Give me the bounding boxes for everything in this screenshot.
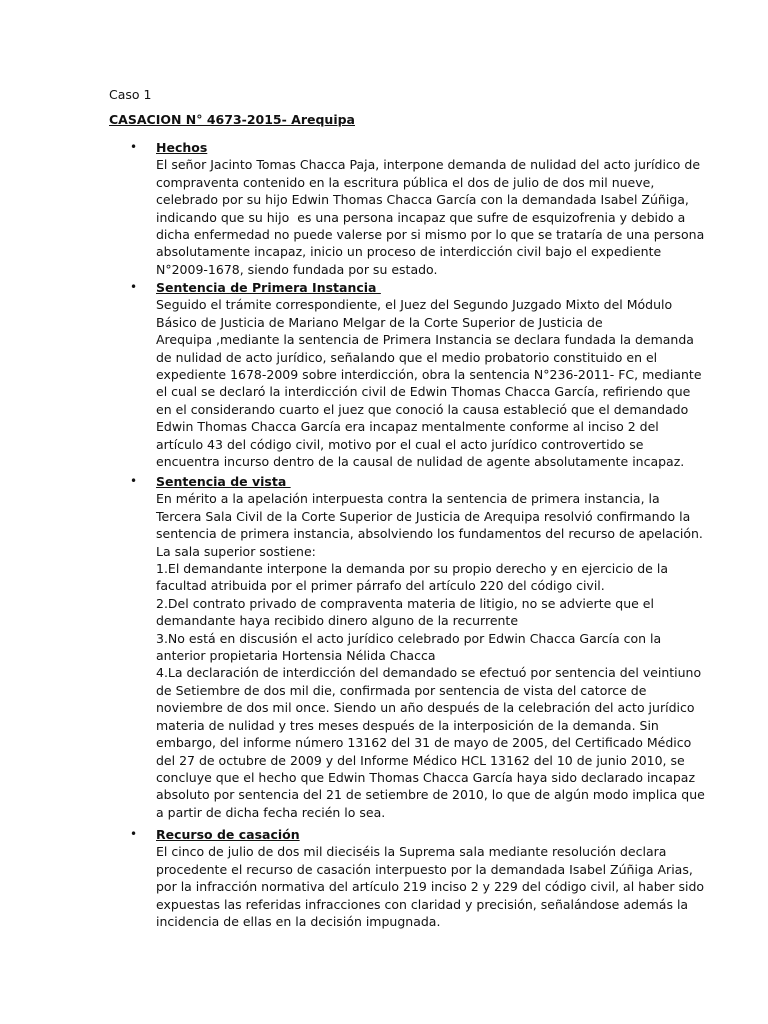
paragraph-line: materia de nulidad y tres meses después de la interposición de la demanda. Sin [156,717,659,733]
paragraph-line: N°2009-1678, siendo fundada por su estado. [156,261,438,277]
paragraph-line: demandante haya recibido dinero alguno de la recurrente [156,613,519,629]
paragraph-line: de nulidad de acto jurídico, señalando que el medio probatorio constituido en el [156,349,658,365]
paragraph-line: El señor Jacinto Tomas Chacca Paja, interpone demanda de nulidad del acto jurídico de [156,157,701,173]
paragraph-line: absolutamente incapaz, inicio un proceso de interdicción civil bajo el expediente [156,244,662,260]
section-hechos [130,139,705,278]
paragraph-line: incidencia de ellas en la decisión impugnada. [156,914,441,930]
paragraph-line: anterior propietaria Hortensia Nélida Chacca [156,648,436,664]
paragraph-line: expediente 1678-2009 sobre interdicción, obra la sentencia N°236-2011- FC, mediante [156,367,702,383]
paragraph-line: del 27 de octubre de 2009 y del Informe Médico HCL 13162 del 10 de junio 2010, se [156,752,685,768]
case-title: CASACION N° 4673-2015- Arequipa [109,112,355,127]
paragraph-line: Tercera Sala Civil de la Corte Superior de Justicia de Arequipa resolvió confirmando la [156,508,691,524]
paragraph-line: Seguido el trámite correspondiente, el Juez del Segundo Juzgado Mixto del Módulo [156,297,673,313]
paragraph-line: Edwin Thomas Chacca García era incapaz mentalmente conforme al inciso 2 del [156,419,659,435]
paragraph-line: El cinco de julio de dos mil dieciséis la Suprema sala mediante resolución declara [156,844,667,860]
paragraph-line: noviembre de dos mil once. Siendo un año después de la celebración del acto jurídico [156,700,695,716]
section-heading: Sentencia de vista [156,474,291,489]
paragraph-line: 4.La declaración de interdicción del demandado se efectuó por sentencia del veintiuno [156,665,702,681]
paragraph-line: 3.No está en discusión el acto jurídico celebrado por Edwin Chacca García con la [156,630,662,646]
section-primera-instancia [130,279,702,470]
paragraph-line: artículo 43 del código civil, motivo por el cual el acto jurídico controvertido se [156,436,644,452]
section-heading: Recurso de casación [156,827,300,842]
paragraph-line: Arequipa ,mediante la sentencia de Primera Instancia se declara fundada la demanda [156,332,694,348]
paragraph-line: embargo, del informe número 13162 del 31 de mayo de 2005, del Certificado Médico [156,735,692,751]
paragraph-line: el cual se declaró la interdicción civil de Edwin Thomas Chacca García, refiriendo que [156,384,691,400]
bullet-icon: • [130,474,138,488]
bullet-icon: • [130,280,138,294]
paragraph-line: encuentra incurso dentro de la causal de nulidad de agente absolutamente incapaz. [156,454,685,470]
section-sentencia-vista [130,473,705,821]
paragraph-line: facultad atribuida por el primer párrafo del artículo 220 del código civil. [156,578,605,594]
section-heading: Sentencia de Primera Instancia [156,280,381,295]
bullet-icon: • [130,827,138,841]
paragraph-line: en el considerando cuarto el juez que conoció la causa estableció que el demandado [156,401,689,417]
paragraph-line: Básico de Justicia de Mariano Melgar de la Corte Superior de Justicia de [156,314,603,330]
paragraph-line: 2.Del contrato privado de compraventa materia de litigio, no se advierte que el [156,595,654,611]
case-label: Caso 1 [109,87,152,102]
paragraph-line: por la infracción normativa del artículo 219 inciso 2 y 229 del código civil, al haber sido [156,879,705,895]
paragraph-line: compraventa contenido en la escritura pública el dos de julio de dos mil nueve, [156,174,655,190]
paragraph-line: dicha enfermedad no puede valerse por si mismo por lo que se trataría de una persona [156,227,705,243]
section-heading: Hechos [156,140,208,155]
section-recurso-casacion [130,826,705,930]
paragraph-line: indicando que su hijo es una persona incapaz que sufre de esquizofrenia y debido a [156,209,686,225]
paragraph-line: La sala superior sostiene: [156,543,316,559]
paragraph-line: concluye que el hecho que Edwin Thomas Chacca García haya sido declarado incapaz [156,769,696,785]
bullet-icon: • [130,140,138,154]
paragraph-line: a partir de dicha fecha recién lo sea. [156,804,386,820]
paragraph-line: procedente el recurso de casación interpuesto por la demandada Isabel Zúñiga Arias, [156,861,693,877]
paragraph-line: En mérito a la apelación interpuesta contra la sentencia de primera instancia, la [156,491,660,507]
paragraph-line: 1.El demandante interpone la demanda por su propio derecho y en ejercicio de la [156,561,668,577]
paragraph-line: sentencia de primera instancia, absolviendo los fundamentos del recurso de apelación. [156,526,703,542]
paragraph-line: de Setiembre de dos mil die, confirmada por sentencia de vista del catorce de [156,682,647,698]
paragraph-line: absoluto por sentencia del 21 de setiembre de 2010, lo que de algún modo implica que [156,787,705,803]
paragraph-line: expuestas las referidas infracciones con claridad y precisión, señalándose además la [156,896,689,912]
paragraph-line: celebrado por su hijo Edwin Thomas Chacca García con la demandada Isabel Zúñiga, [156,192,689,208]
